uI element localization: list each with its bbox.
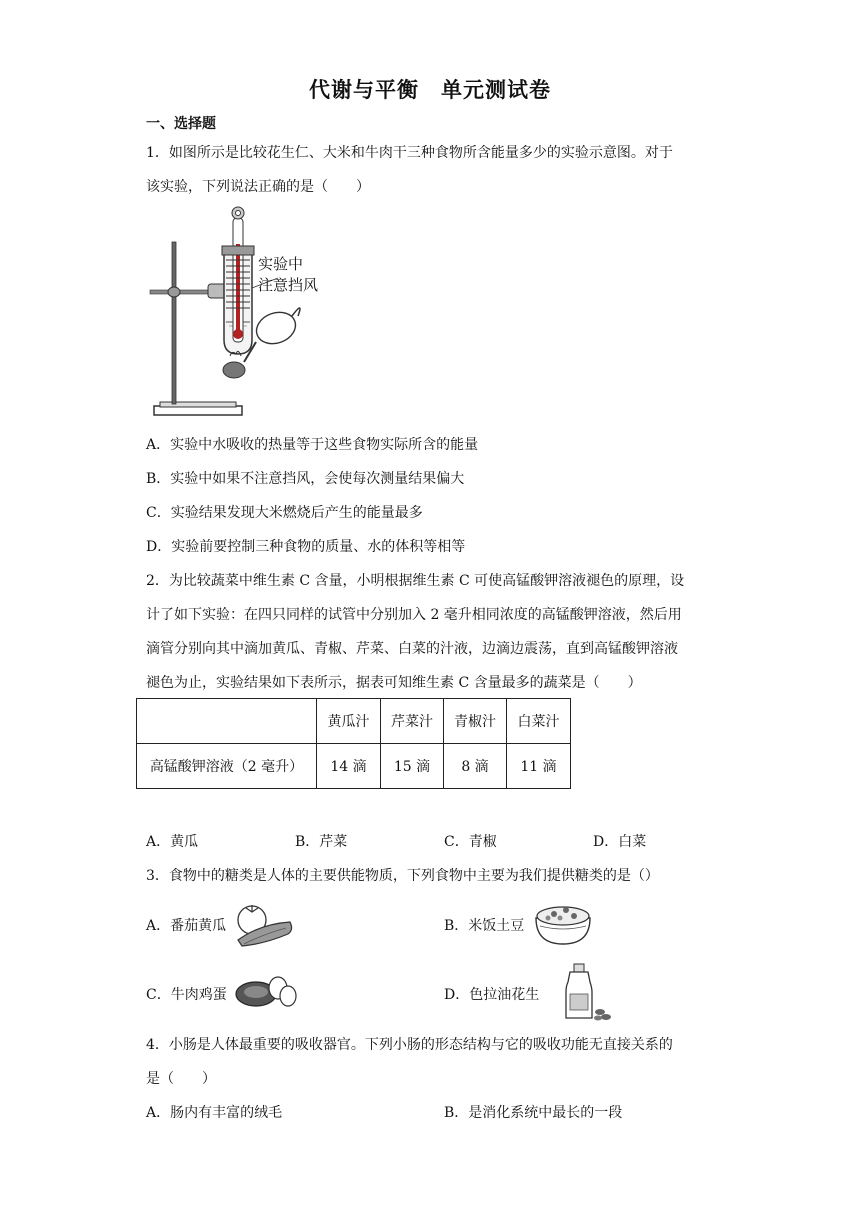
- q2-option-a: A．黄瓜: [146, 834, 199, 850]
- section-heading: 一、选择题: [146, 116, 216, 132]
- vitamin-c-table: [136, 698, 571, 789]
- rice-bowl-icon: [530, 896, 596, 948]
- q2-option-d: D．白菜: [593, 834, 647, 850]
- q1-option-d: D．实验前要控制三种食物的质量、水的体积等相等: [146, 539, 466, 555]
- q1-option-a: A．实验中水吸收的热量等于这些食物实际所含的能量: [146, 437, 479, 453]
- q3-option-a: A．番茄黄瓜: [146, 918, 227, 934]
- q4-stem-line-1: 4．小肠是人体最重要的吸收器官。下列小肠的形态结构与它的吸收功能无直接关系的: [146, 1037, 673, 1053]
- table-header-row: [137, 699, 571, 744]
- q4-stem-line-2: 是（ ）: [146, 1071, 216, 1087]
- oil-bottle-peanut-icon: [560, 962, 612, 1022]
- q2-option-c: C．青椒: [444, 834, 497, 850]
- q1-stem-line-2: 该实验，下列说法正确的是（ ）: [146, 179, 370, 195]
- q3-option-b: B．米饭土豆: [444, 918, 525, 934]
- q2-option-b: B．芹菜: [295, 834, 348, 850]
- table-cell: 15 滴: [381, 744, 444, 789]
- q3-option-c: C．牛肉鸡蛋: [146, 987, 227, 1003]
- q3-option-d: D．色拉油花生: [444, 987, 540, 1003]
- q4-option-b: B．是消化系统中最长的一段: [444, 1105, 623, 1121]
- q2-stem-line-2: 计了如下实验：在四只同样的试管中分别加入 2 毫升相同浓度的高锰酸钾溶液，然后用: [146, 607, 682, 623]
- q1-stem-line-1: 1．如图所示是比较花生仁、大米和牛肉干三种食物所含能量多少的实验示意图。对于: [146, 145, 673, 161]
- table-row-label: 高锰酸钾溶液（2 毫升）: [137, 744, 317, 789]
- q3-stem-line-1: 3．食物中的糖类是人体的主要供能物质，下列食物中主要为我们提供糖类的是（）: [146, 868, 659, 884]
- page-title: 代谢与平衡 单元测试卷: [309, 78, 551, 102]
- table-header-cell: 白菜汁: [507, 699, 571, 744]
- tomato-cucumber-icon: [230, 900, 296, 950]
- q4-option-a: A．肠内有丰富的绒毛: [146, 1105, 283, 1121]
- q2-stem-line-4: 褪色为止，实验结果如下表所示，据表可知维生素 C 含量最多的蔬菜是（ ）: [146, 675, 642, 691]
- q1-option-b: B．实验中如果不注意挡风，会使每次测量结果偏大: [146, 471, 465, 487]
- figure-label-line-1: 实验中: [258, 255, 304, 273]
- q2-stem-line-3: 滴管分别向其中滴加黄瓜、青椒、芹菜、白菜的汁液，边滴边震荡，直到高锰酸钾溶液: [146, 641, 678, 657]
- table-header-cell: 青椒汁: [444, 699, 507, 744]
- figure-label-line-2: 注意挡风: [258, 276, 319, 294]
- beef-egg-icon: [232, 970, 298, 1010]
- table-cell: 8 滴: [444, 744, 507, 789]
- q1-option-c: C．实验结果发现大米燃烧后产生的能量最多: [146, 505, 423, 521]
- q2-stem-line-1: 2．为比较蔬菜中维生素 C 含量，小明根据维生素 C 可使高锰酸钾溶液褪色的原理，设: [146, 573, 685, 589]
- table-cell: 14 滴: [317, 744, 381, 789]
- table-header-cell: [137, 699, 317, 744]
- table-header-cell: 芹菜汁: [381, 699, 444, 744]
- calorimeter-apparatus-figure: [146, 204, 336, 420]
- table-row: [137, 744, 571, 789]
- table-cell: 11 滴: [507, 744, 571, 789]
- table-header-cell: 黄瓜汁: [317, 699, 381, 744]
